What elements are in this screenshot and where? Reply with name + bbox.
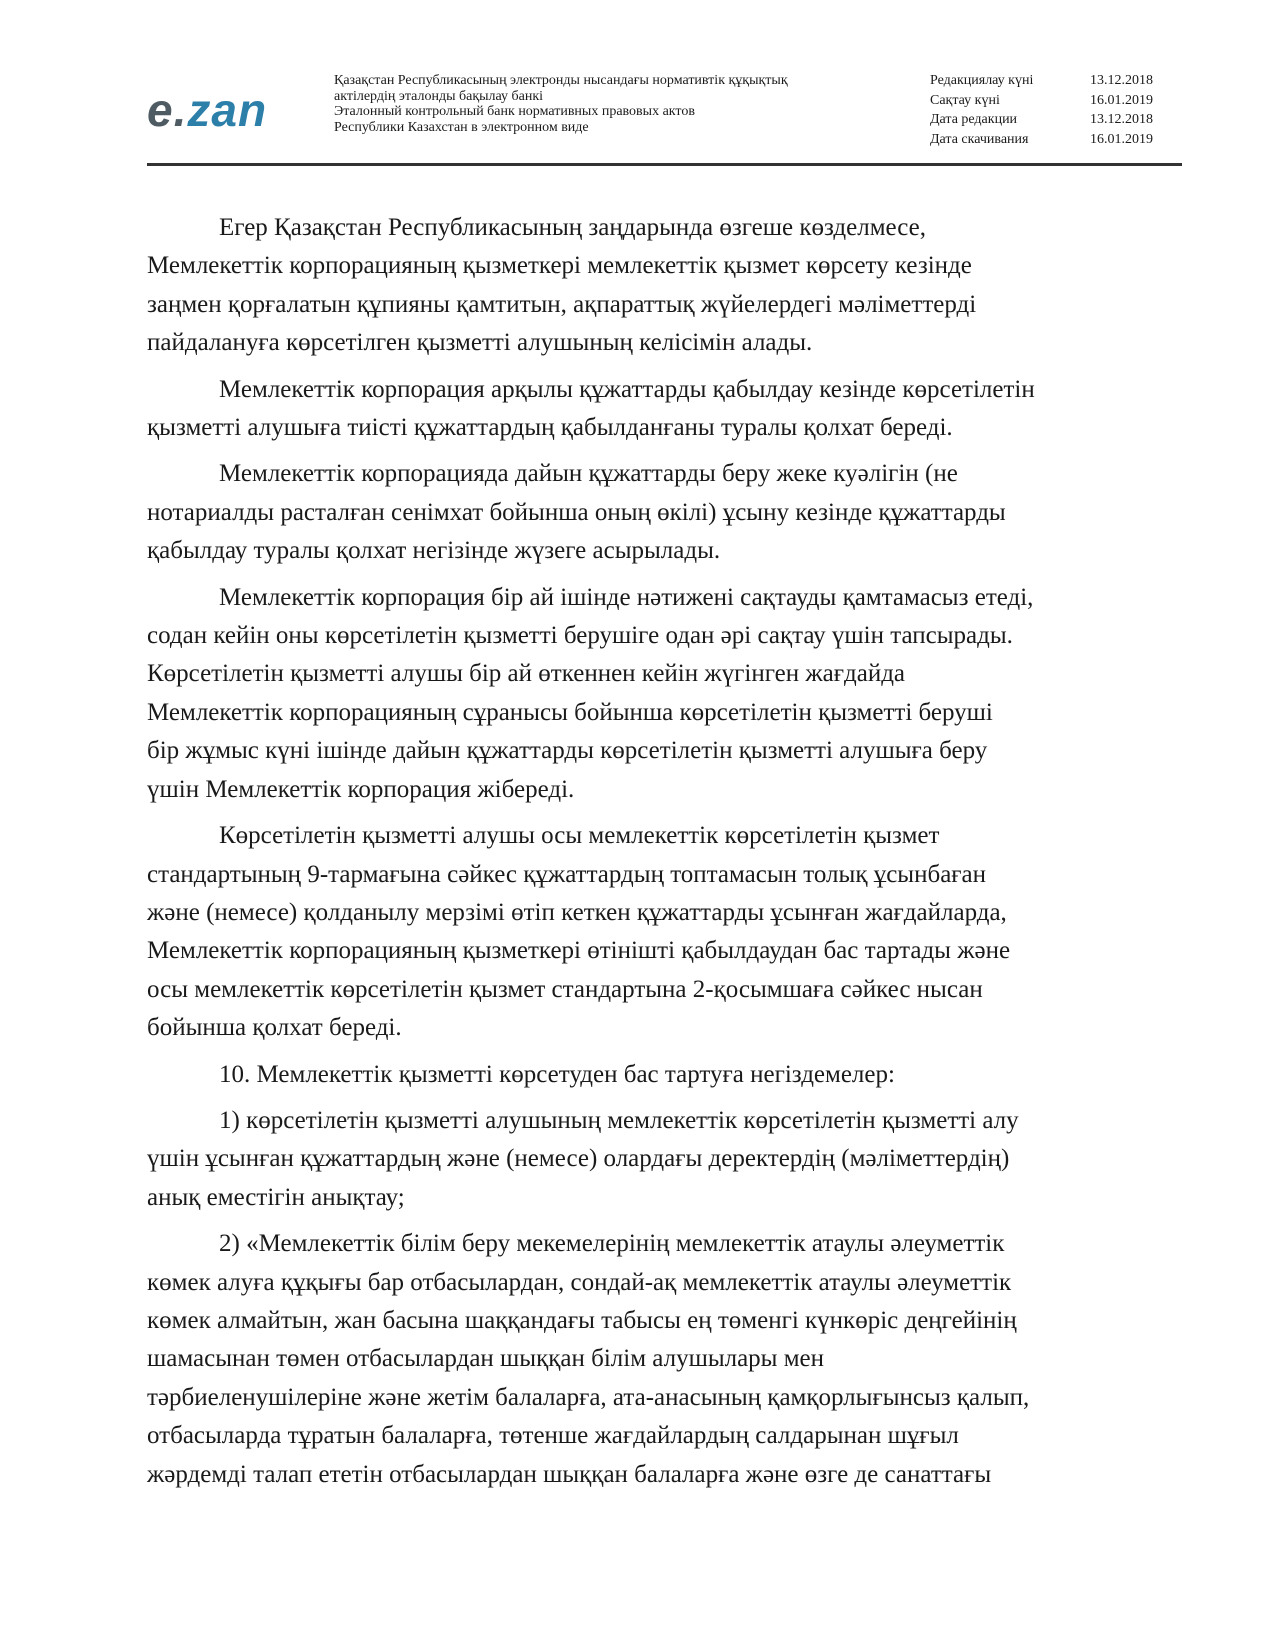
paragraph-line: жәрдемді талап ететін отбасылардан шыққан балаларға және өзге де санаттағы xyxy=(147,1460,992,1488)
date-label: Дата редакции xyxy=(930,112,1018,127)
paragraph-line: Мемлекеттік корпорацияның қызметкері өтінішті қабылдаудан бас тартады және xyxy=(147,937,1011,965)
document-header xyxy=(147,68,1182,166)
date-row-save-kz xyxy=(930,91,1182,111)
header-divider xyxy=(147,163,1182,166)
paragraph-line: тәрбиеленушілеріне және жетім балаларға, ата-анасының қамқорлығынсыз қалып, xyxy=(147,1383,1030,1411)
paragraph-line: 10. Мемлекеттік қызметті көрсетуден бас тартуға негіздемелер: xyxy=(219,1060,895,1088)
body-paragraph xyxy=(147,579,1177,809)
body-paragraph xyxy=(147,455,1177,570)
ezan-logo xyxy=(147,86,297,134)
bank-title-line: Эталонный контрольный банк нормативных правовых актов xyxy=(334,104,695,119)
logo-suffix: zan xyxy=(187,84,268,136)
paragraph-line: көмек алмайтын, жан басына шаққандағы табысы ең төменгі күнкөріс деңгейінің xyxy=(147,1306,1017,1334)
bank-title-line: Республики Казахстан в электронном виде xyxy=(334,119,589,135)
date-table xyxy=(930,71,1182,149)
paragraph-line: шамасынан төмен отбасылардан шыққан білім алушылары мен xyxy=(147,1345,825,1373)
body-paragraph xyxy=(147,1102,1177,1217)
date-value: 16.01.2019 xyxy=(1090,131,1153,147)
date-row-download-ru xyxy=(930,130,1182,150)
paragraph-line: Мемлекеттік корпорацияда дайын құжаттарды беру жеке куәлігін (не xyxy=(219,460,958,488)
date-value: 13.12.2018 xyxy=(1090,73,1153,88)
paragraph-line: қабылдау туралы қолхат негізінде жүзеге асырылады. xyxy=(147,537,721,565)
paragraph-line: Мемлекеттік корпорация бір ай ішінде нәтижені сақтауды қамтамасыз етеді, xyxy=(219,583,1034,611)
body-paragraph xyxy=(147,1225,1177,1494)
paragraph-line: қызметті алушыға тиісті құжаттардың қабылданғаны туралы қолхат береді. xyxy=(147,414,953,442)
paragraph-line: және (немесе) қолданылу мерзімі өтіп кеткен құжаттарды ұсынған жағдайларда, xyxy=(147,898,1007,926)
paragraph-line: Егер Қазақстан Республикасының заңдарында өзгеше көзделмесе, xyxy=(219,214,926,241)
paragraph-line: пайдалануға көрсетілген қызметті алушының келісімін алады. xyxy=(147,329,813,357)
date-value: 13.12.2018 xyxy=(1090,112,1153,127)
paragraph-line: 2) «Мемлекеттік білім беру мекемелерінің мемлекеттік атаулы әлеуметтік xyxy=(219,1230,1005,1258)
paragraph-line: нотариалды расталған сенімхат бойынша оның өкілі) ұсыну кезінде құжаттарды xyxy=(147,498,1006,526)
bank-title-line: актілердің эталонды бақылау банкі xyxy=(334,88,544,104)
paragraph-line: стандартының 9-тармағына сәйкес құжаттардың топтамасын толық ұсынбаған xyxy=(147,860,987,888)
date-row-edit-ru xyxy=(930,110,1182,130)
bank-title xyxy=(334,73,894,135)
date-label: Редакциялау күні xyxy=(930,73,1034,88)
paragraph-line: Мемлекеттік корпорацияның сұранысы бойынша көрсетілетін қызметті беруші xyxy=(147,698,993,726)
paragraph-line: бір жұмыс күні ішінде дайын құжаттарды көрсетілетін қызметті алушыға беру xyxy=(147,737,988,765)
paragraph-line: отбасыларда тұратын балаларға, төтенше жағдайлардың салдарынан шұғыл xyxy=(147,1422,959,1450)
paragraph-line: Мемлекеттік корпорация арқылы құжаттарды қабылдау кезінде көрсетілетін xyxy=(219,375,1035,403)
paragraph-line: Көрсетілетін қызметті алушы осы мемлекеттік көрсетілетін қызмет xyxy=(219,822,940,850)
paragraph-line: 1) көрсетілетін қызметті алушының мемлекеттік көрсетілетін қызметті алу xyxy=(219,1106,1019,1134)
paragraph-line: заңмен қорғалатын құпияны қамтитын, ақпараттық жүйелердегі мәліметтерді xyxy=(147,290,977,318)
date-label: Дата скачивания xyxy=(930,131,1029,147)
bank-title-line: Қазақстан Республикасының электронды нысандағы нормативтік құқықтық xyxy=(334,73,788,88)
body-paragraph xyxy=(147,817,1177,1047)
paragraph-line: көмек алуға құқығы бар отбасылардан, сондай-ақ мемлекеттік атаулы әлеуметтік xyxy=(147,1268,1012,1296)
document-body xyxy=(147,209,1177,1502)
paragraph-line: анық еместігін анықтау; xyxy=(147,1183,405,1211)
date-row-edit-kz xyxy=(930,71,1182,91)
date-value: 16.01.2019 xyxy=(1090,92,1153,108)
paragraph-line: осы мемлекеттік көрсетілетін қызмет стандартына 2-қосымшаға сәйкес нысан xyxy=(147,975,983,1003)
paragraph-line: үшін ұсынған құжаттардың және (немесе) олардағы деректердің (мәліметтердің) xyxy=(147,1145,1010,1173)
paragraph-line: бойынша қолхат береді. xyxy=(147,1014,402,1042)
body-paragraph xyxy=(147,371,1177,448)
date-label: Сақтау күні xyxy=(930,92,1000,108)
body-paragraph xyxy=(147,209,1177,363)
logo-prefix: e. xyxy=(147,84,188,136)
paragraph-line: Мемлекеттік корпорацияның қызметкері мемлекеттік қызмет көрсету кезінде xyxy=(147,252,972,280)
paragraph-line: Көрсетілетін қызметті алушы бір ай өткеннен кейін жүгінген жағдайда xyxy=(147,660,906,688)
body-paragraph xyxy=(147,1056,1177,1094)
paragraph-line: үшін Мемлекеттік корпорация жібереді. xyxy=(147,775,575,803)
paragraph-line: содан кейін оны көрсетілетін қызметті берушіге одан әрі сақтау үшін тапсырады. xyxy=(147,622,1013,650)
